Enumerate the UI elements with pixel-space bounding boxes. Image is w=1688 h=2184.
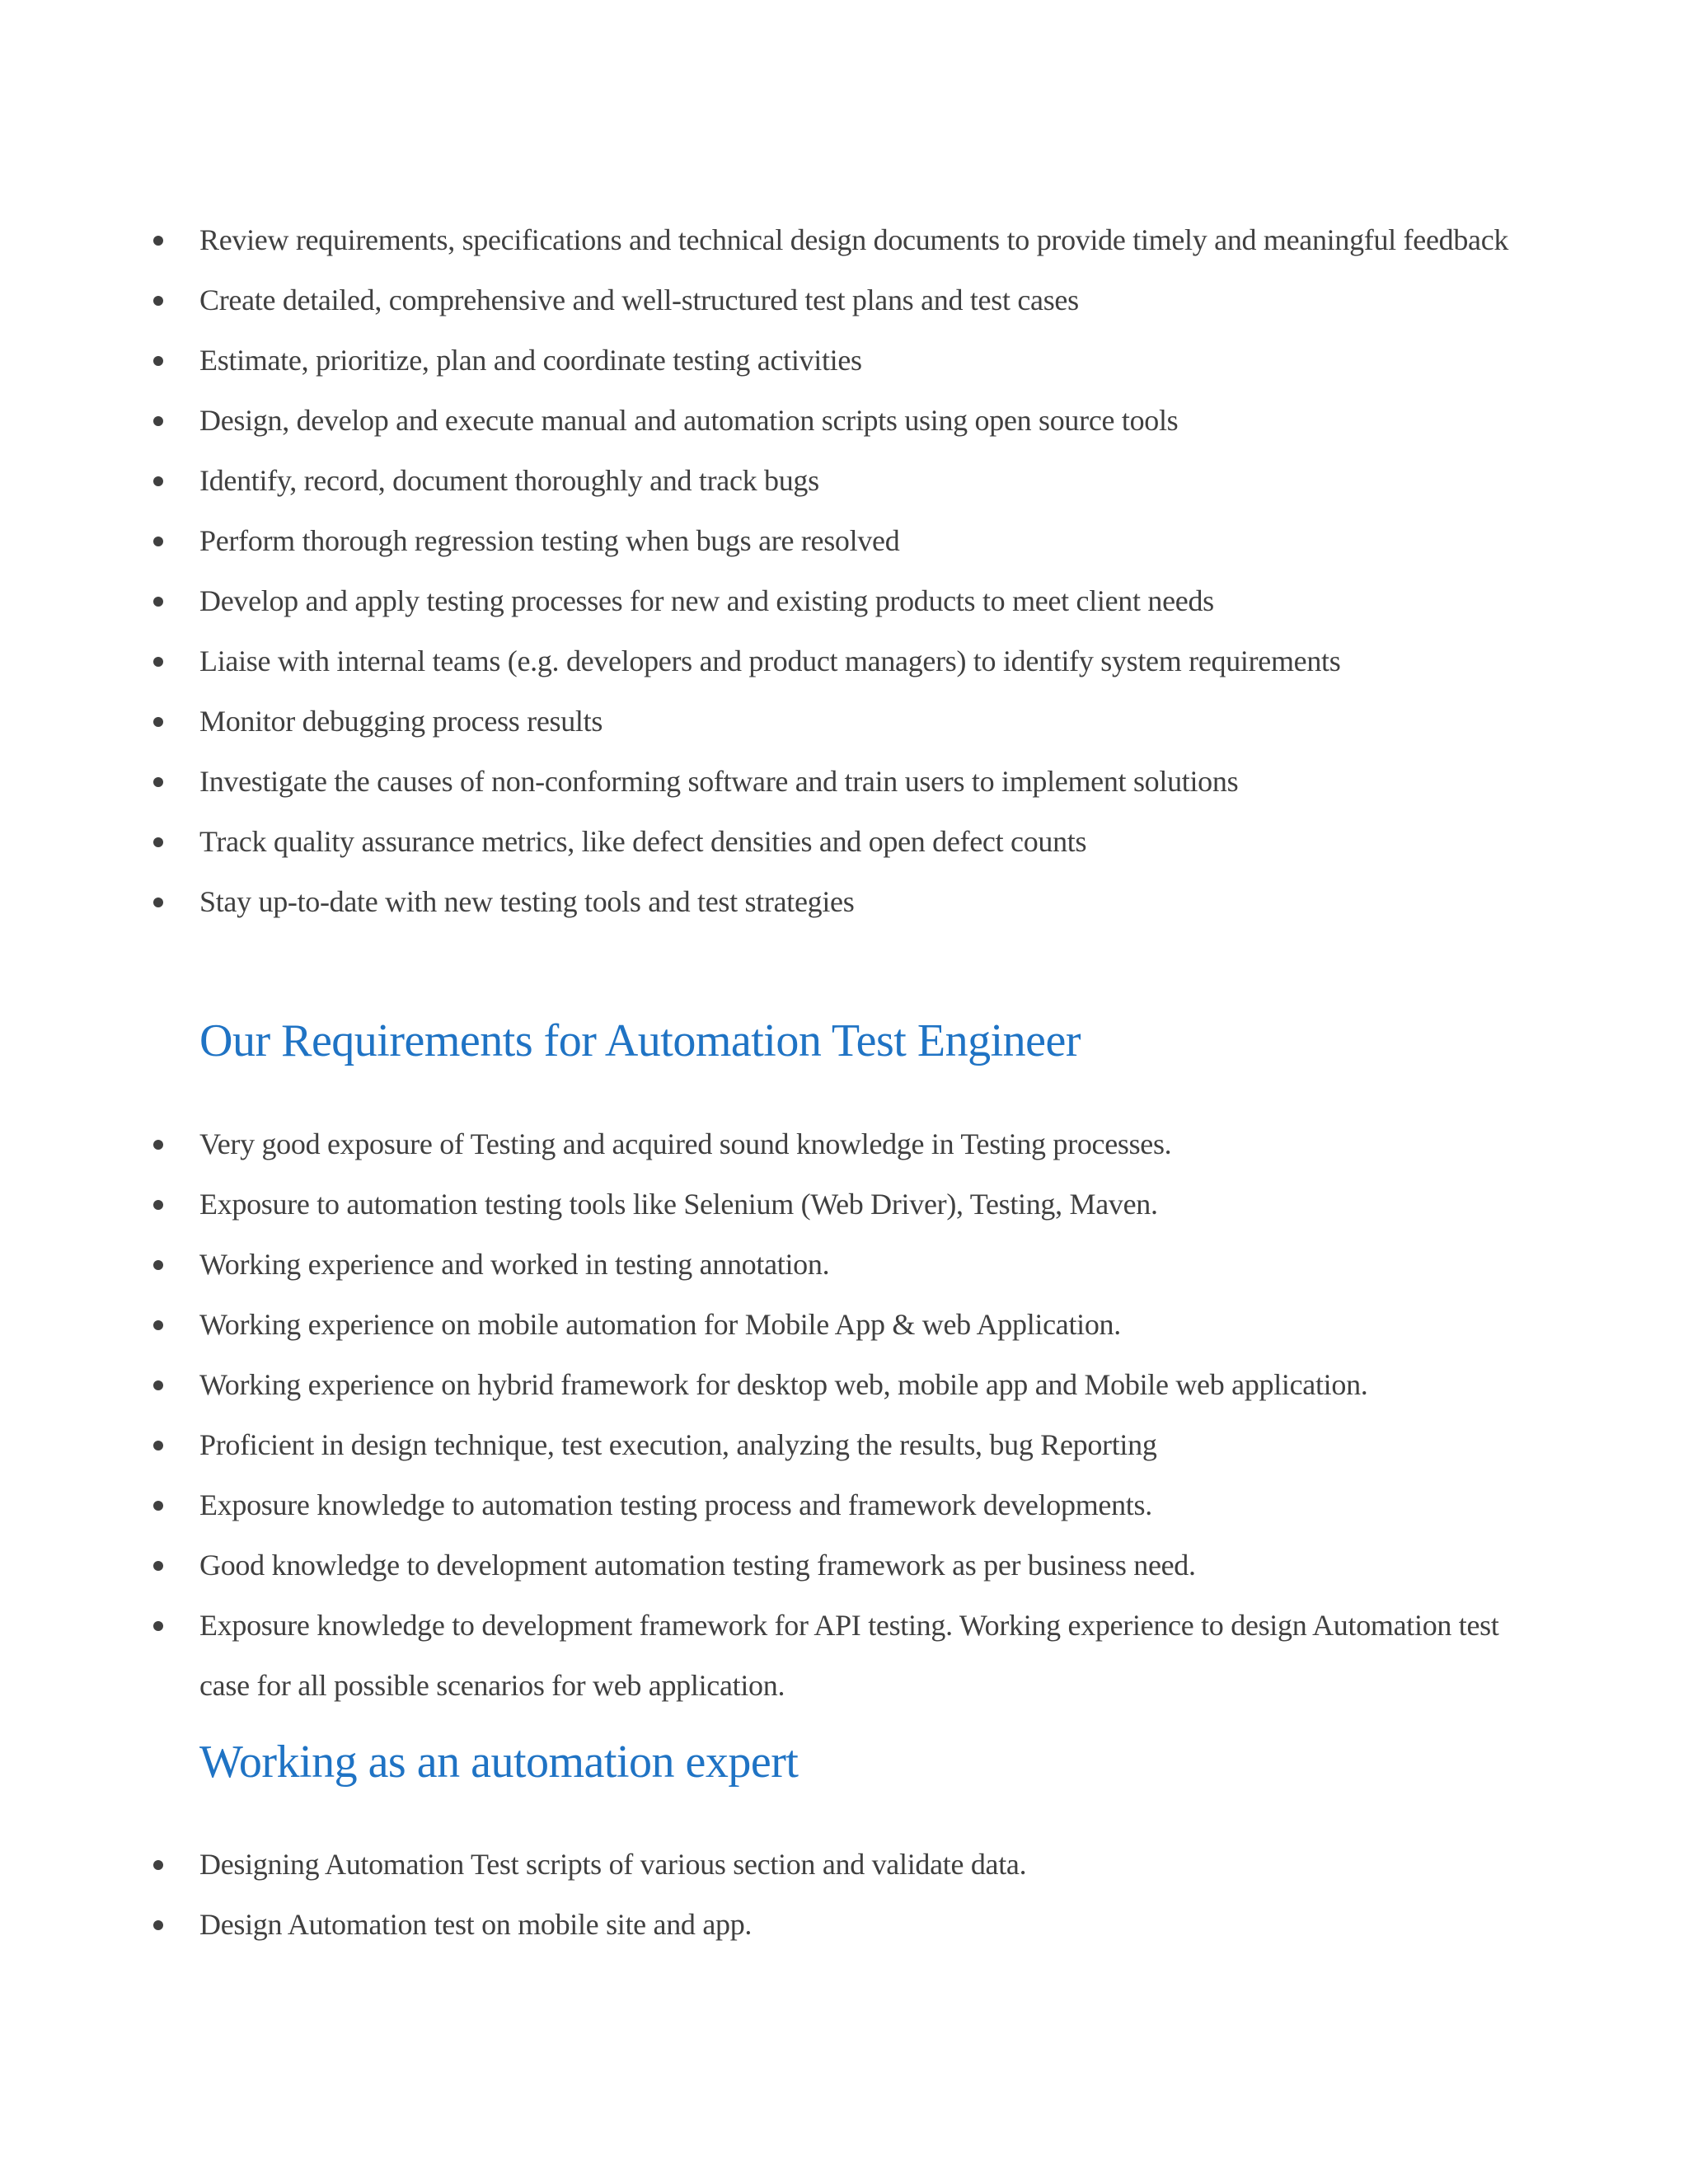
bullet-icon [153,717,163,727]
expert-list [0,1835,1688,1955]
bullet-icon [153,296,163,306]
list-item: Create detailed, comprehensive and well-structured test plans and test cases [0,270,1688,330]
list-item: Good knowledge to development automation testing framework as per business need. [0,1535,1688,1596]
list-item: Very good exposure of Testing and acquired sound knowledge in Testing processes. [0,1114,1688,1174]
bullet-icon [153,1320,163,1330]
bullet-icon [153,837,163,847]
bullet-icon [153,1260,163,1270]
requirements-list [0,1114,1688,1716]
list-item: Exposure knowledge to automation testing process and framework developments. [0,1475,1688,1535]
bullet-icon [153,476,163,486]
list-item: Proficient in design technique, test execution, analyzing the results, bug Reporting [0,1415,1688,1475]
bullet-icon [153,1200,163,1210]
list-item: Monitor debugging process results [0,691,1688,752]
bullet-icon [153,898,163,907]
bullet-icon [153,1561,163,1571]
list-item: Working experience and worked in testing annotation. [0,1235,1688,1295]
bullet-icon [153,236,163,246]
list-item: Working experience on hybrid framework for desktop web, mobile app and Mobile web application. [0,1355,1688,1415]
list-item: Perform thorough regression testing when bugs are resolved [0,511,1688,571]
list-item: Design Automation test on mobile site and app. [0,1895,1688,1955]
bullet-icon [153,1860,163,1870]
bullet-icon [153,1621,163,1631]
list-item: Identify, record, document thoroughly and track bugs [0,451,1688,511]
list-item: Estimate, prioritize, plan and coordinate testing activities [0,330,1688,391]
list-item: Exposure knowledge to development framework for API testing. Working experience to design Automation test case for all possible scenarios for web application. [0,1596,1688,1716]
list-item: Review requirements, specifications and technical design documents to provide timely and meaningful feedback [0,210,1688,270]
list-item: Design, develop and execute manual and automation scripts using open source tools [0,391,1688,451]
list-item: Exposure to automation testing tools like Selenium (Web Driver), Testing, Maven. [0,1174,1688,1235]
bullet-icon [153,1140,163,1150]
responsibilities-list [0,210,1688,932]
list-item: Track quality assurance metrics, like defect densities and open defect counts [0,812,1688,872]
bullet-icon [153,1501,163,1511]
list-item: Investigate the causes of non-conforming software and train users to implement solutions [0,752,1688,812]
bullet-icon [153,1441,163,1451]
bullet-icon [153,777,163,787]
expert-heading: Working as an automation expert [199,1736,799,1788]
list-item: Stay up-to-date with new testing tools and test strategies [0,872,1688,932]
bullet-icon [153,1380,163,1390]
list-item: Liaise with internal teams (e.g. developers and product managers) to identify system requirements [0,631,1688,691]
bullet-icon [153,537,163,546]
list-item: Develop and apply testing processes for new and existing products to meet client needs [0,571,1688,631]
bullet-icon [153,597,163,607]
bullet-icon [153,1920,163,1930]
bullet-icon [153,657,163,667]
bullet-icon [153,416,163,426]
bullet-icon [153,356,163,366]
list-item: Designing Automation Test scripts of various section and validate data. [0,1835,1688,1895]
requirements-heading: Our Requirements for Automation Test Engineer [199,1015,1081,1066]
list-item: Working experience on mobile automation for Mobile App & web Application. [0,1295,1688,1355]
